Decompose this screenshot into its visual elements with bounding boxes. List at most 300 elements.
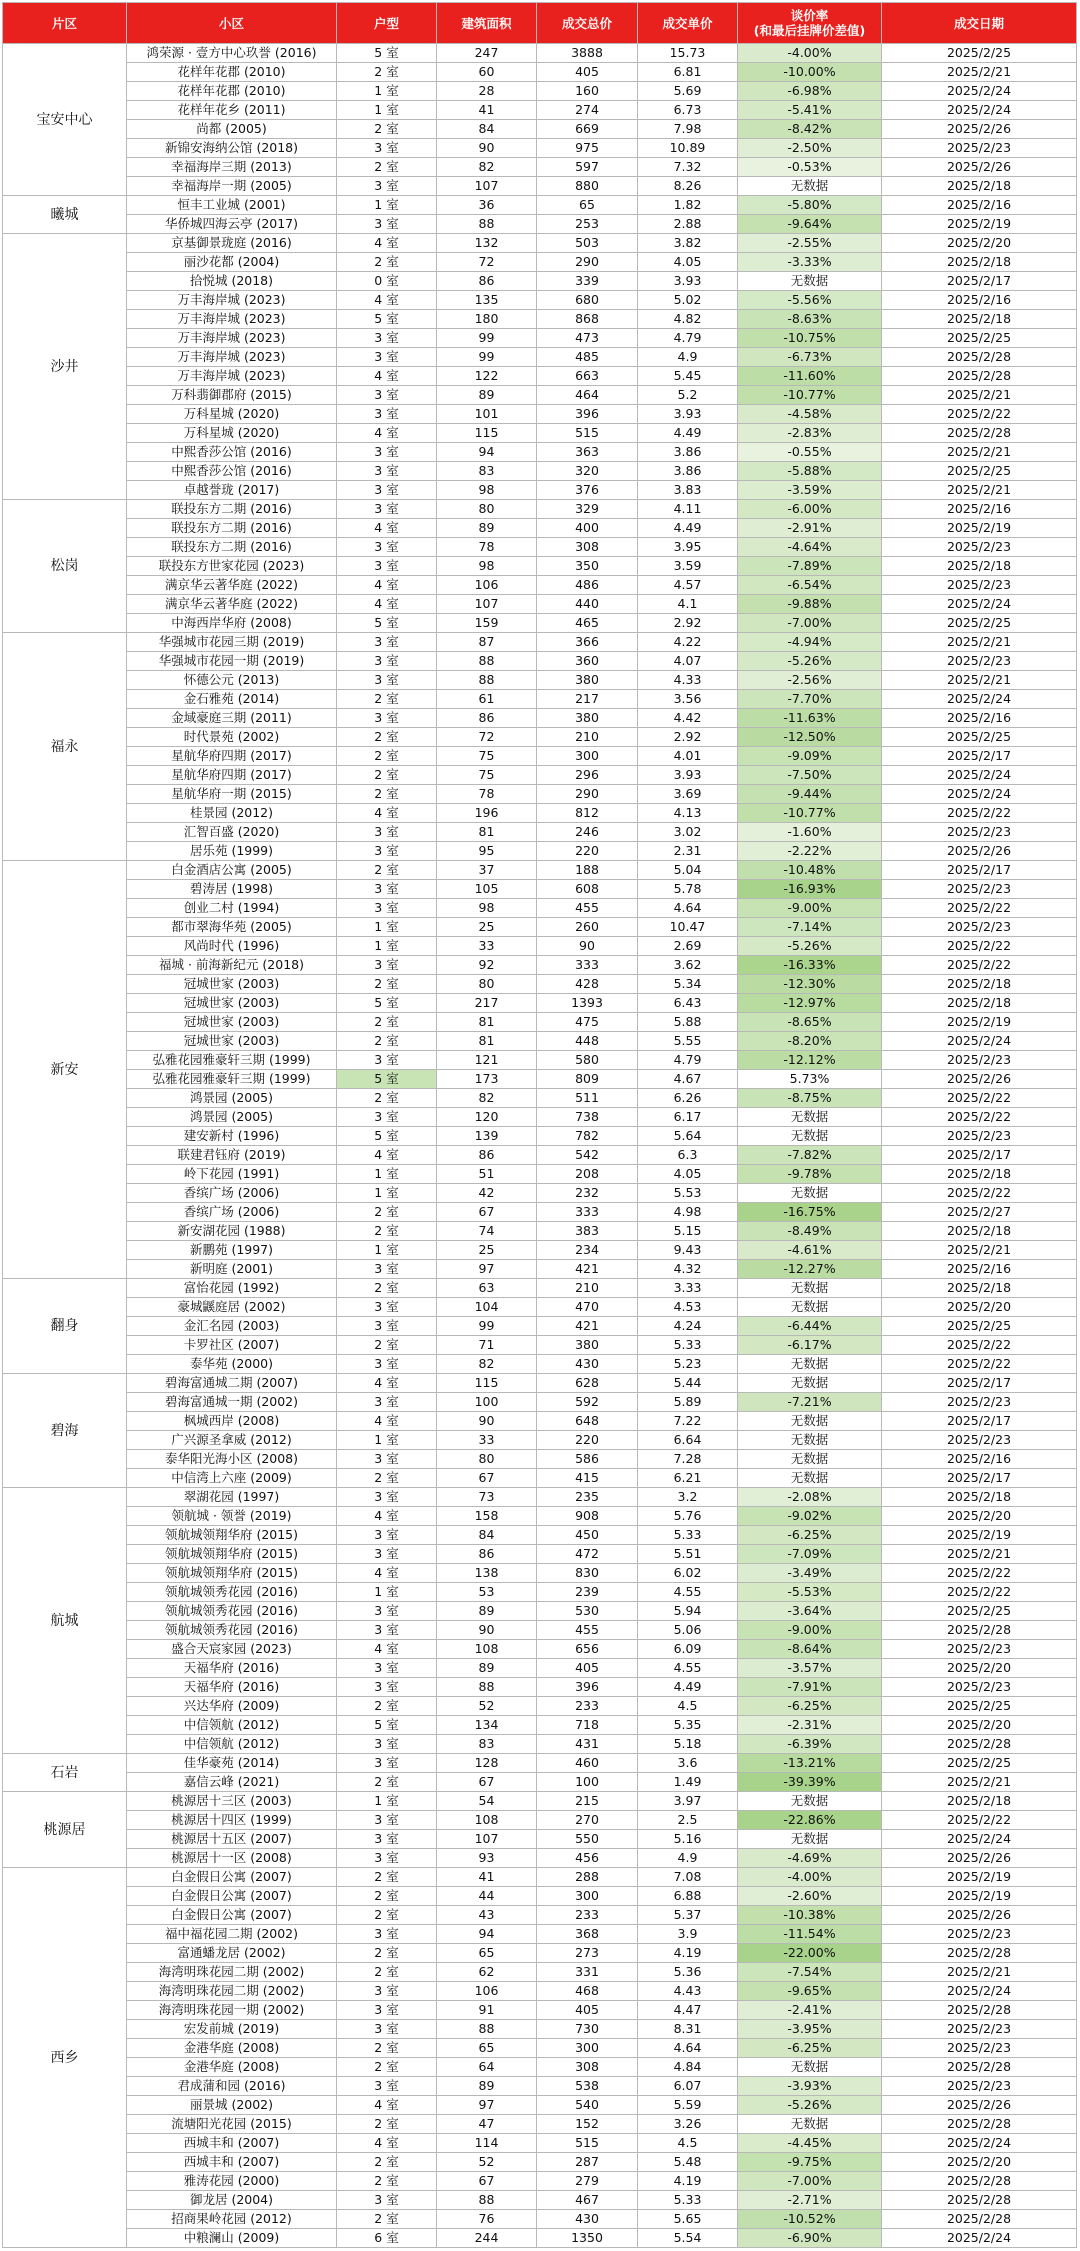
cell-discount-rate: -9.88% [738, 595, 882, 614]
table-row [3, 1184, 1077, 1203]
cell-unit-price: 6.43 [638, 994, 738, 1013]
cell-discount-rate: -3.49% [738, 1564, 882, 1583]
cell-total-price: 90 [537, 937, 638, 956]
cell-community: 富通蟠龙居 (2002) [127, 1944, 337, 1963]
table-row [3, 2229, 1077, 2248]
cell-discount-rate: -7.21% [738, 1393, 882, 1412]
table-row [3, 2134, 1077, 2153]
cell-date: 2025/2/24 [882, 690, 1077, 709]
cell-community: 冠城世家 (2003) [127, 994, 337, 1013]
cell-discount-rate: -8.49% [738, 1222, 882, 1241]
cell-total-price: 233 [537, 1906, 638, 1925]
cell-date: 2025/2/17 [882, 272, 1077, 291]
cell-discount-rate: -3.57% [738, 1659, 882, 1678]
cell-unit-price: 5.16 [638, 1830, 738, 1849]
cell-area: 80 [437, 500, 537, 519]
cell-community: 中熙香莎公馆 (2016) [127, 462, 337, 481]
table-row [3, 2191, 1077, 2210]
cell-total-price: 274 [537, 101, 638, 120]
cell-unit-price: 4.55 [638, 1583, 738, 1602]
cell-discount-rate: -9.78% [738, 1165, 882, 1184]
cell-total-price: 455 [537, 899, 638, 918]
cell-area: 82 [437, 1355, 537, 1374]
cell-date: 2025/2/25 [882, 1754, 1077, 1773]
cell-discount-rate: -8.20% [738, 1032, 882, 1051]
cell-discount-rate: -16.93% [738, 880, 882, 899]
cell-discount-rate: -2.41% [738, 2001, 882, 2020]
cell-unit-price: 4.32 [638, 1260, 738, 1279]
cell-community: 流塘阳光花园 (2015) [127, 2115, 337, 2134]
cell-community: 白金酒店公寓 (2005) [127, 861, 337, 880]
table-row [3, 82, 1077, 101]
cell-community: 豪城鼷庭居 (2002) [127, 1298, 337, 1317]
cell-district: 宝安中心 [3, 44, 127, 196]
cell-unit-price: 5.34 [638, 975, 738, 994]
table-row [3, 1545, 1077, 1564]
table-row [3, 1773, 1077, 1792]
cell-unit-price: 6.64 [638, 1431, 738, 1450]
cell-total-price: 288 [537, 1868, 638, 1887]
cell-discount-rate: -5.88% [738, 462, 882, 481]
cell-area: 99 [437, 348, 537, 367]
cell-area: 25 [437, 918, 537, 937]
cell-total-price: 100 [537, 1773, 638, 1792]
cell-date: 2025/2/21 [882, 633, 1077, 652]
cell-unit-type: 2 室 [337, 1887, 437, 1906]
cell-date: 2025/2/25 [882, 329, 1077, 348]
transaction-table-container [2, 2, 1076, 2248]
cell-date: 2025/2/23 [882, 823, 1077, 842]
cell-unit-type: 4 室 [337, 2134, 437, 2153]
cell-unit-type: 4 室 [337, 367, 437, 386]
table-row [3, 1526, 1077, 1545]
cell-area: 88 [437, 2020, 537, 2039]
table-row [3, 785, 1077, 804]
cell-unit-price: 4.07 [638, 652, 738, 671]
cell-unit-type: 3 室 [337, 139, 437, 158]
cell-date: 2025/2/25 [882, 728, 1077, 747]
cell-community: 拾悦城 (2018) [127, 272, 337, 291]
cell-community: 广兴源圣拿威 (2012) [127, 1431, 337, 1450]
cell-district: 曦城 [3, 196, 127, 234]
table-row [3, 234, 1077, 253]
table-row [3, 1792, 1077, 1811]
cell-date: 2025/2/19 [882, 1526, 1077, 1545]
cell-unit-price: 2.92 [638, 614, 738, 633]
cell-unit-price: 3.86 [638, 443, 738, 462]
cell-total-price: 597 [537, 158, 638, 177]
cell-date: 2025/2/26 [882, 2096, 1077, 2115]
cell-discount-rate: -0.55% [738, 443, 882, 462]
cell-community: 白金假日公寓 (2007) [127, 1868, 337, 1887]
cell-area: 94 [437, 443, 537, 462]
cell-unit-price: 4.01 [638, 747, 738, 766]
cell-unit-price: 7.98 [638, 120, 738, 139]
cell-area: 173 [437, 1070, 537, 1089]
cell-discount-rate: -5.56% [738, 291, 882, 310]
cell-discount-rate: -4.69% [738, 1849, 882, 1868]
cell-unit-type: 3 室 [337, 500, 437, 519]
table-row [3, 994, 1077, 1013]
cell-unit-price: 6.07 [638, 2077, 738, 2096]
cell-unit-type: 4 室 [337, 1146, 437, 1165]
cell-community: 星航华府四期 (2017) [127, 766, 337, 785]
cell-unit-type: 2 室 [337, 1944, 437, 1963]
cell-unit-type: 2 室 [337, 728, 437, 747]
cell-unit-price: 4.05 [638, 1165, 738, 1184]
cell-district: 翻身 [3, 1279, 127, 1374]
cell-community: 华强城市花园三期 (2019) [127, 633, 337, 652]
cell-area: 64 [437, 2058, 537, 2077]
cell-area: 52 [437, 2153, 537, 2172]
cell-community: 金汇名园 (2003) [127, 1317, 337, 1336]
cell-date: 2025/2/22 [882, 1355, 1077, 1374]
cell-unit-price: 5.06 [638, 1621, 738, 1640]
cell-area: 90 [437, 1412, 537, 1431]
table-row [3, 2115, 1077, 2134]
cell-area: 88 [437, 652, 537, 671]
cell-discount-rate: -7.14% [738, 918, 882, 937]
cell-unit-type: 4 室 [337, 2096, 437, 2115]
cell-date: 2025/2/23 [882, 1678, 1077, 1697]
cell-community: 西城丰和 (2007) [127, 2134, 337, 2153]
cell-area: 196 [437, 804, 537, 823]
cell-unit-price: 4.64 [638, 899, 738, 918]
table-row [3, 1982, 1077, 2001]
cell-date: 2025/2/23 [882, 1051, 1077, 1070]
cell-unit-price: 1.49 [638, 1773, 738, 1792]
cell-community: 碧海富通城二期 (2007) [127, 1374, 337, 1393]
table-row [3, 386, 1077, 405]
cell-discount-rate: -10.48% [738, 861, 882, 880]
cell-discount-rate: 无数据 [738, 1450, 882, 1469]
cell-date: 2025/2/28 [882, 2210, 1077, 2229]
cell-unit-price: 6.09 [638, 1640, 738, 1659]
cell-total-price: 329 [537, 500, 638, 519]
cell-date: 2025/2/17 [882, 747, 1077, 766]
cell-discount-rate: -7.82% [738, 1146, 882, 1165]
cell-total-price: 260 [537, 918, 638, 937]
table-row [3, 1754, 1077, 1773]
cell-unit-type: 3 室 [337, 1735, 437, 1754]
cell-area: 67 [437, 2172, 537, 2191]
cell-community: 京基御景珑庭 (2016) [127, 234, 337, 253]
cell-unit-type: 2 室 [337, 2039, 437, 2058]
cell-discount-rate: 无数据 [738, 1127, 882, 1146]
cell-discount-rate: 无数据 [738, 1374, 882, 1393]
cell-total-price: 290 [537, 785, 638, 804]
cell-area: 104 [437, 1298, 537, 1317]
table-row [3, 690, 1077, 709]
cell-area: 67 [437, 1469, 537, 1488]
table-row [3, 2210, 1077, 2229]
table-row [3, 2039, 1077, 2058]
cell-area: 88 [437, 1678, 537, 1697]
table-row [3, 671, 1077, 690]
cell-discount-rate: -9.65% [738, 1982, 882, 2001]
cell-area: 84 [437, 1526, 537, 1545]
cell-total-price: 470 [537, 1298, 638, 1317]
cell-total-price: 486 [537, 576, 638, 595]
cell-total-price: 430 [537, 2210, 638, 2229]
cell-total-price: 550 [537, 1830, 638, 1849]
cell-discount-rate: -10.00% [738, 63, 882, 82]
cell-area: 65 [437, 1944, 537, 1963]
cell-date: 2025/2/24 [882, 2229, 1077, 2248]
cell-unit-price: 2.5 [638, 1811, 738, 1830]
cell-area: 89 [437, 1659, 537, 1678]
cell-date: 2025/2/20 [882, 1507, 1077, 1526]
transaction-table [2, 2, 1077, 2248]
cell-unit-price: 5.59 [638, 2096, 738, 2115]
cell-area: 106 [437, 576, 537, 595]
cell-date: 2025/2/21 [882, 1773, 1077, 1792]
cell-area: 86 [437, 272, 537, 291]
cell-total-price: 405 [537, 1659, 638, 1678]
cell-unit-type: 6 室 [337, 2229, 437, 2248]
cell-total-price: 455 [537, 1621, 638, 1640]
cell-unit-price: 5.44 [638, 1374, 738, 1393]
cell-total-price: 380 [537, 671, 638, 690]
cell-area: 89 [437, 2077, 537, 2096]
cell-unit-type: 2 室 [337, 2115, 437, 2134]
cell-unit-price: 3.62 [638, 956, 738, 975]
header-row [3, 3, 1077, 44]
cell-unit-type: 4 室 [337, 1507, 437, 1526]
cell-area: 73 [437, 1488, 537, 1507]
cell-discount-rate: -22.86% [738, 1811, 882, 1830]
cell-community: 花样年花郡 (2010) [127, 82, 337, 101]
cell-unit-type: 5 室 [337, 310, 437, 329]
table-row [3, 1051, 1077, 1070]
cell-community: 万科翡御郡府 (2015) [127, 386, 337, 405]
cell-total-price: 339 [537, 272, 638, 291]
cell-total-price: 431 [537, 1735, 638, 1754]
cell-community: 鸿景园 (2005) [127, 1108, 337, 1127]
cell-unit-price: 6.88 [638, 1887, 738, 1906]
table-row [3, 1260, 1077, 1279]
cell-unit-price: 4.1 [638, 595, 738, 614]
cell-unit-price: 4.64 [638, 2039, 738, 2058]
cell-discount-rate: -16.33% [738, 956, 882, 975]
cell-unit-type: 3 室 [337, 1754, 437, 1773]
cell-area: 91 [437, 2001, 537, 2020]
cell-district: 松岗 [3, 500, 127, 633]
cell-date: 2025/2/17 [882, 1469, 1077, 1488]
cell-unit-price: 4.67 [638, 1070, 738, 1089]
cell-unit-type: 5 室 [337, 44, 437, 63]
cell-date: 2025/2/24 [882, 595, 1077, 614]
table-row [3, 1906, 1077, 1925]
cell-unit-price: 3.2 [638, 1488, 738, 1507]
cell-area: 84 [437, 120, 537, 139]
cell-community: 冠城世家 (2003) [127, 975, 337, 994]
cell-area: 88 [437, 2191, 537, 2210]
table-row [3, 1811, 1077, 1830]
cell-date: 2025/2/22 [882, 1811, 1077, 1830]
cell-unit-type: 2 室 [337, 2210, 437, 2229]
cell-community: 泰华苑 (2000) [127, 1355, 337, 1374]
table-row [3, 1716, 1077, 1735]
cell-total-price: 415 [537, 1469, 638, 1488]
table-row [3, 937, 1077, 956]
cell-total-price: 308 [537, 2058, 638, 2077]
cell-area: 67 [437, 1773, 537, 1792]
table-row [3, 1507, 1077, 1526]
cell-unit-price: 4.57 [638, 576, 738, 595]
cell-discount-rate: -4.00% [738, 44, 882, 63]
cell-unit-price: 3.93 [638, 766, 738, 785]
cell-unit-price: 4.84 [638, 2058, 738, 2077]
cell-unit-price: 3.93 [638, 405, 738, 424]
cell-unit-type: 2 室 [337, 1906, 437, 1925]
cell-total-price: 331 [537, 1963, 638, 1982]
cell-unit-price: 4.53 [638, 1298, 738, 1317]
table-row [3, 1336, 1077, 1355]
table-row [3, 956, 1077, 975]
cell-unit-price: 3.93 [638, 272, 738, 291]
cell-total-price: 300 [537, 1887, 638, 1906]
cell-discount-rate: -5.26% [738, 2096, 882, 2115]
cell-date: 2025/2/23 [882, 1431, 1077, 1450]
table-row [3, 1488, 1077, 1507]
cell-unit-price: 8.26 [638, 177, 738, 196]
cell-date: 2025/2/26 [882, 1906, 1077, 1925]
cell-total-price: 273 [537, 1944, 638, 1963]
cell-date: 2025/2/21 [882, 1241, 1077, 1260]
cell-total-price: 152 [537, 2115, 638, 2134]
cell-area: 158 [437, 1507, 537, 1526]
cell-community: 时代景苑 (2002) [127, 728, 337, 747]
cell-community: 恒丰工业城 (2001) [127, 196, 337, 215]
cell-discount-rate: -9.09% [738, 747, 882, 766]
cell-date: 2025/2/28 [882, 2058, 1077, 2077]
cell-unit-type: 3 室 [337, 633, 437, 652]
table-row [3, 595, 1077, 614]
cell-date: 2025/2/21 [882, 443, 1077, 462]
cell-date: 2025/2/18 [882, 1165, 1077, 1184]
cell-discount-rate: -12.30% [738, 975, 882, 994]
cell-date: 2025/2/22 [882, 899, 1077, 918]
table-row [3, 1032, 1077, 1051]
cell-total-price: 396 [537, 405, 638, 424]
cell-community: 天福华府 (2016) [127, 1678, 337, 1697]
cell-date: 2025/2/24 [882, 2134, 1077, 2153]
table-row [3, 367, 1077, 386]
cell-discount-rate: -2.60% [738, 1887, 882, 1906]
cell-discount-rate: -1.60% [738, 823, 882, 842]
cell-area: 65 [437, 2039, 537, 2058]
cell-community: 联投东方二期 (2016) [127, 519, 337, 538]
cell-total-price: 160 [537, 82, 638, 101]
cell-total-price: 430 [537, 1355, 638, 1374]
cell-area: 67 [437, 1203, 537, 1222]
cell-discount-rate: -8.63% [738, 310, 882, 329]
cell-total-price: 235 [537, 1488, 638, 1507]
cell-date: 2025/2/23 [882, 1640, 1077, 1659]
cell-discount-rate: -12.97% [738, 994, 882, 1013]
cell-total-price: 217 [537, 690, 638, 709]
cell-date: 2025/2/16 [882, 709, 1077, 728]
cell-unit-type: 2 室 [337, 747, 437, 766]
cell-area: 89 [437, 386, 537, 405]
cell-discount-rate: -4.00% [738, 1868, 882, 1887]
cell-discount-rate: -9.02% [738, 1507, 882, 1526]
cell-discount-rate: -4.45% [738, 2134, 882, 2153]
cell-unit-type: 3 室 [337, 2077, 437, 2096]
cell-discount-rate: -7.00% [738, 614, 882, 633]
cell-unit-price: 3.82 [638, 234, 738, 253]
cell-unit-price: 6.81 [638, 63, 738, 82]
table-row [3, 1431, 1077, 1450]
cell-discount-rate: -7.54% [738, 1963, 882, 1982]
cell-unit-price: 2.88 [638, 215, 738, 234]
table-row [3, 253, 1077, 272]
table-row [3, 1298, 1077, 1317]
cell-unit-type: 0 室 [337, 272, 437, 291]
table-body [3, 44, 1077, 2248]
table-row [3, 576, 1077, 595]
cell-date: 2025/2/23 [882, 880, 1077, 899]
cell-total-price: 233 [537, 1697, 638, 1716]
cell-community: 弘雅花园雅豪轩三期 (1999) [127, 1070, 337, 1089]
cell-unit-type: 2 室 [337, 1773, 437, 1792]
table-row [3, 804, 1077, 823]
cell-area: 44 [437, 1887, 537, 1906]
cell-discount-rate: -9.75% [738, 2153, 882, 2172]
cell-total-price: 540 [537, 2096, 638, 2115]
cell-unit-price: 6.21 [638, 1469, 738, 1488]
cell-area: 159 [437, 614, 537, 633]
cell-unit-price: 2.69 [638, 937, 738, 956]
cell-total-price: 908 [537, 1507, 638, 1526]
cell-area: 89 [437, 1602, 537, 1621]
cell-unit-price: 4.49 [638, 1678, 738, 1697]
cell-unit-price: 10.47 [638, 918, 738, 937]
cell-community: 枫城西岸 (2008) [127, 1412, 337, 1431]
cell-total-price: 467 [537, 2191, 638, 2210]
cell-area: 42 [437, 1184, 537, 1203]
table-row [3, 557, 1077, 576]
cell-unit-price: 4.55 [638, 1659, 738, 1678]
cell-discount-rate: -2.31% [738, 1716, 882, 1735]
cell-community: 华强城市花园一期 (2019) [127, 652, 337, 671]
cell-area: 95 [437, 842, 537, 861]
cell-total-price: 320 [537, 462, 638, 481]
cell-date: 2025/2/22 [882, 1564, 1077, 1583]
cell-discount-rate: -2.08% [738, 1488, 882, 1507]
cell-unit-type: 3 室 [337, 386, 437, 405]
cell-discount-rate: 无数据 [738, 272, 882, 291]
table-row [3, 2153, 1077, 2172]
cell-area: 52 [437, 1697, 537, 1716]
header-unit-price: 成交单价 [638, 3, 738, 44]
cell-area: 180 [437, 310, 537, 329]
cell-unit-type: 4 室 [337, 291, 437, 310]
cell-date: 2025/2/28 [882, 348, 1077, 367]
table-row [3, 652, 1077, 671]
cell-total-price: 730 [537, 2020, 638, 2039]
cell-area: 81 [437, 1013, 537, 1032]
cell-unit-price: 8.31 [638, 2020, 738, 2039]
cell-discount-rate: 无数据 [738, 2058, 882, 2077]
cell-total-price: 580 [537, 1051, 638, 1070]
cell-discount-rate: -10.77% [738, 804, 882, 823]
cell-total-price: 464 [537, 386, 638, 405]
cell-community: 新明庭 (2001) [127, 1260, 337, 1279]
cell-unit-type: 3 室 [337, 1982, 437, 2001]
cell-community: 联投东方二期 (2016) [127, 538, 337, 557]
